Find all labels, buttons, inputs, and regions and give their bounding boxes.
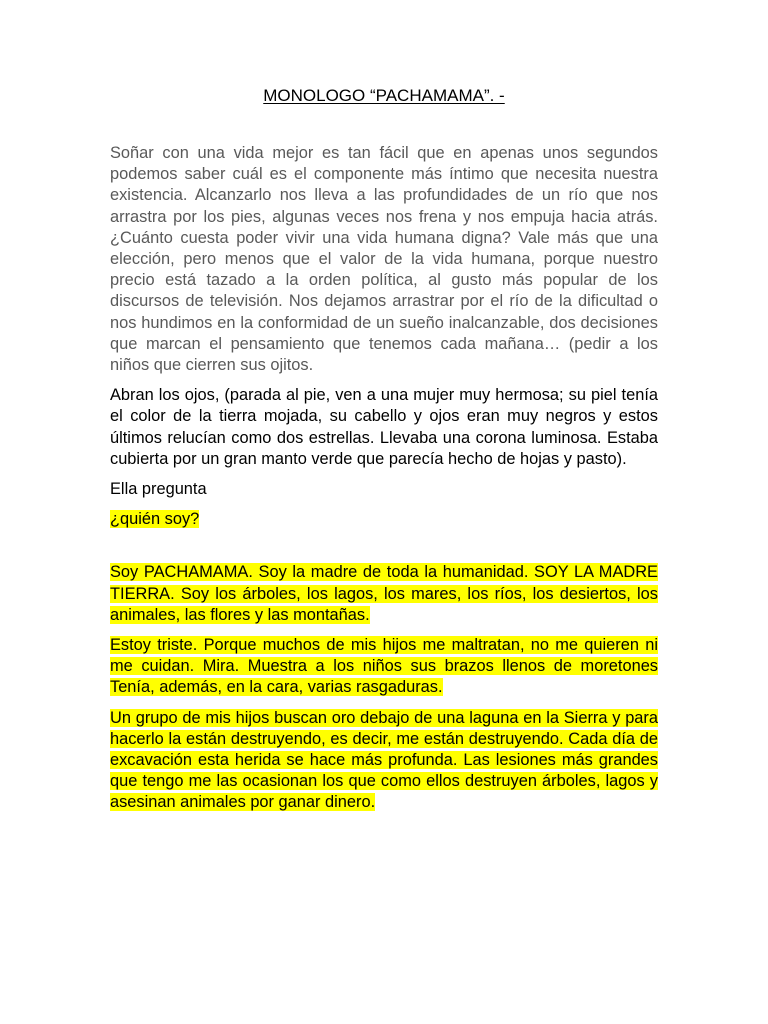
intro-paragraph: Soñar con una vida mejor es tan fácil que en apenas unos segundos podemos saber cuál es el componente más íntimo que necesita nuestra existencia. Alcanzarlo nos lleva a las profundidades de un río que nos arrastra por los pies, algunas veces nos frena y nos empuja hacia atrás. ¿Cuánto cuesta poder vivir una vida humana digna? Vale más que una elección, pero menos que el valor de la vida humana, porque nuestro precio está tazado a la orden política, al gusto más popular de los discursos de televisión. Nos dejamos arrastrar por el río de la dificultad o nos hundimos en la conformidad de un sueño inalcanzable, dos decisiones que marcan el pensamiento que tenemos cada mañana… (pedir a los niños que cierren sus ojitos. xyxy=(110,144,658,375)
mining-paragraph xyxy=(110,708,658,814)
sadness-text: Estoy triste. Porque muchos de mis hijos me maltratan, no me quieren ni me cuidan. Mira. Muestra a los niños sus brazos llenos de moretones Tenía, además, en la cara, varias rasgaduras. xyxy=(110,636,658,697)
document-title-text: MONOLOGO “PACHAMAMA”. - xyxy=(263,86,505,105)
question-line xyxy=(110,509,658,530)
document-title xyxy=(0,86,768,106)
stage-direction-paragraph: Abran los ojos, (parada al pie, ven a una mujer muy hermosa; su piel tenía el color de la tierra mojada, su cabello y ojos eran muy negros y estos últimos relucían como dos estrellas. Llevaba una corona luminosa. Estaba cubierta por un gran manto verde que parecía hecho de hojas y pasto). xyxy=(110,386,658,468)
question-text: ¿quién soy? xyxy=(110,510,200,529)
pachamama-intro-text: Soy PACHAMAMA. Soy la madre de toda la humanidad. SOY LA MADRE TIERRA. Soy los árboles, los lagos, los mares, los ríos, los desiertos, los animales, las flores y las montañas. xyxy=(110,563,658,624)
sadness-paragraph xyxy=(110,635,658,699)
she-asks-line: Ella pregunta xyxy=(110,480,207,499)
paragraph-spacer xyxy=(110,539,658,562)
document-body xyxy=(110,143,658,823)
pachamama-intro-paragraph xyxy=(110,562,658,626)
mining-text: Un grupo de mis hijos buscan oro debajo de una laguna en la Sierra y para hacerlo la están destruyendo, es decir, me están destruyendo. Cada día de excavación esta herida se hace más profunda. Las lesiones más grandes que tengo me las ocasionan los que como ellos destruyen árboles, lagos y asesinan animales por ganar dinero. xyxy=(110,708,658,812)
